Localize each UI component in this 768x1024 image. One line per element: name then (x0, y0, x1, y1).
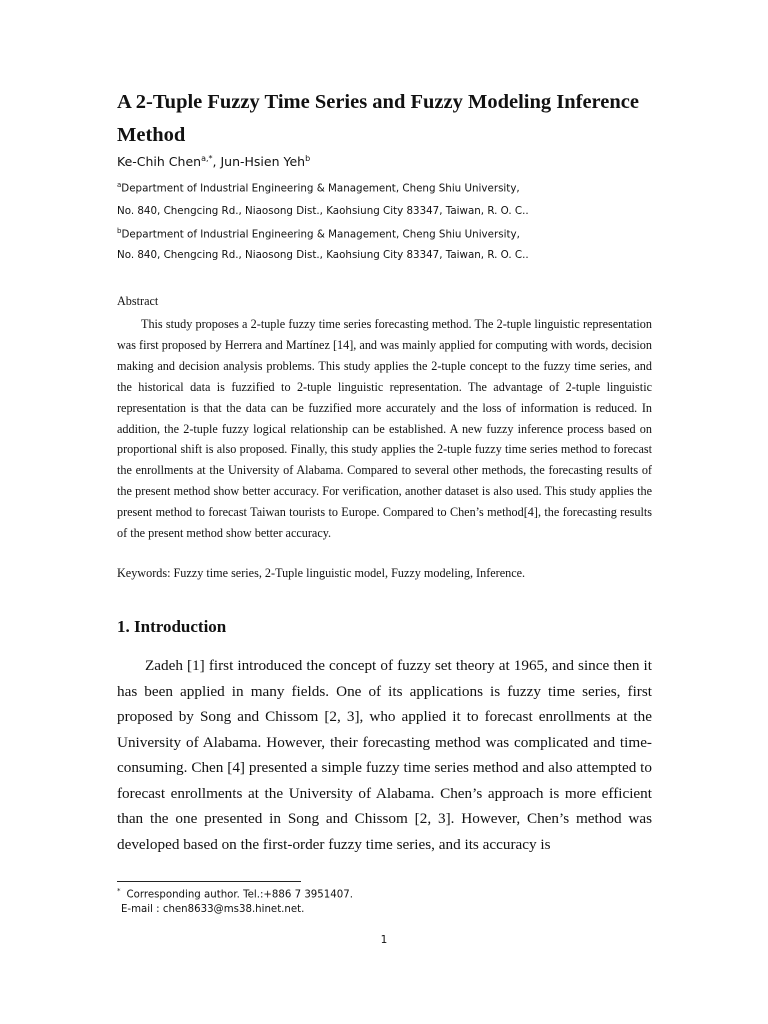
author-affiliation-marker: b (305, 154, 311, 163)
author-name: Jun-Hsien Yeh (220, 154, 306, 170)
affiliation-a-line2: No. 840, Chengcing Rd., Niaosong Dist., Kaohsiung City 83347, Taiwan, R. O. C.. (117, 205, 529, 217)
affiliation-b-line2: No. 840, Chengcing Rd., Niaosong Dist., Kaohsiung City 83347, Taiwan, R. O. C.. (117, 249, 529, 261)
abstract-body: This study proposes a 2-tuple fuzzy time series forecasting method. The 2-tuple linguistic representation was first proposed by Herrera and Martínez [14], and was mainly applied for computing with words, decision making and decision analysis problems. This study applies the 2-tuple concept to the fuzzy time series, and the historical data is fuzzified to 2-tuple linguistic representation. The advantage of 2-tuple linguistic representation is that the data can be fuzzified more accurately and the loss of information is reduced. In addition, the 2-tuple fuzzy logical relationship can be established. A new fuzzy inference process based on proportional shift is also proposed. Finally, this study applies the 2-tuple fuzzy time series method to forecast the enrollments at the University of Alabama. Compared to several other methods, the forecasting results of the present method show better accuracy. For verification, another dataset is also used. This study applies the present method to forecast Taiwan tourists to Europe. Compared to Chen’s method[4], the forecasting results of the present method show better accuracy. (117, 317, 652, 541)
keywords: Keywords: Fuzzy time series, 2-Tuple linguistic model, Fuzzy modeling, Inference. (117, 566, 526, 580)
author-name: Ke-Chih Chen (117, 154, 202, 170)
affiliation-a-line1: $^a$Department of Industrial Engineering & Management, Cheng Shiu University, (117, 181, 520, 195)
author-affiliation-marker: a,* (201, 154, 213, 163)
introduction-body: Zadeh [1] first introduced the concept of fuzzy set theory at 1965, and since then it has been applied in many fields. One of its applications is fuzzy time series, first proposed by Song and Chissom [2, 3], who applied it to forecast enrollments at the University of Alabama. However, their forecasting method was complicated and time-consuming. Chen [4] presented a simple fuzzy time series method and also attempted to forecast enrollments at the University of Alabama. Chen’s approach is more efficient than the one presented in Song and Chissom [2, 3]. However, Chen’s method was developed based on the first-order fuzzy time series, and its accuracy is (117, 657, 652, 853)
abstract-heading: Abstract (117, 294, 159, 308)
paper-title: A 2-Tuple Fuzzy Time Series and Fuzzy Modeling Inference Method (117, 91, 639, 146)
section-heading-introduction: 1. Introduction (117, 617, 227, 636)
author-line (117, 154, 310, 169)
footnote-line2: E-mail : chen8633@ms38.hinet.net. (121, 904, 305, 915)
affiliation-marker: b (117, 227, 122, 235)
affiliation-b-line1: $^b$Department of Industrial Engineering & Management, Cheng Shiu University, (117, 227, 520, 241)
page-number: 1 (380, 934, 388, 946)
footnote-divider (117, 881, 301, 882)
footnote-marker: * (117, 887, 121, 895)
affiliation-marker: a (117, 181, 122, 189)
author-separator: , (212, 154, 221, 170)
footnote-line1: * Corresponding author. Tel.:+886 7 3951407. (117, 887, 353, 901)
